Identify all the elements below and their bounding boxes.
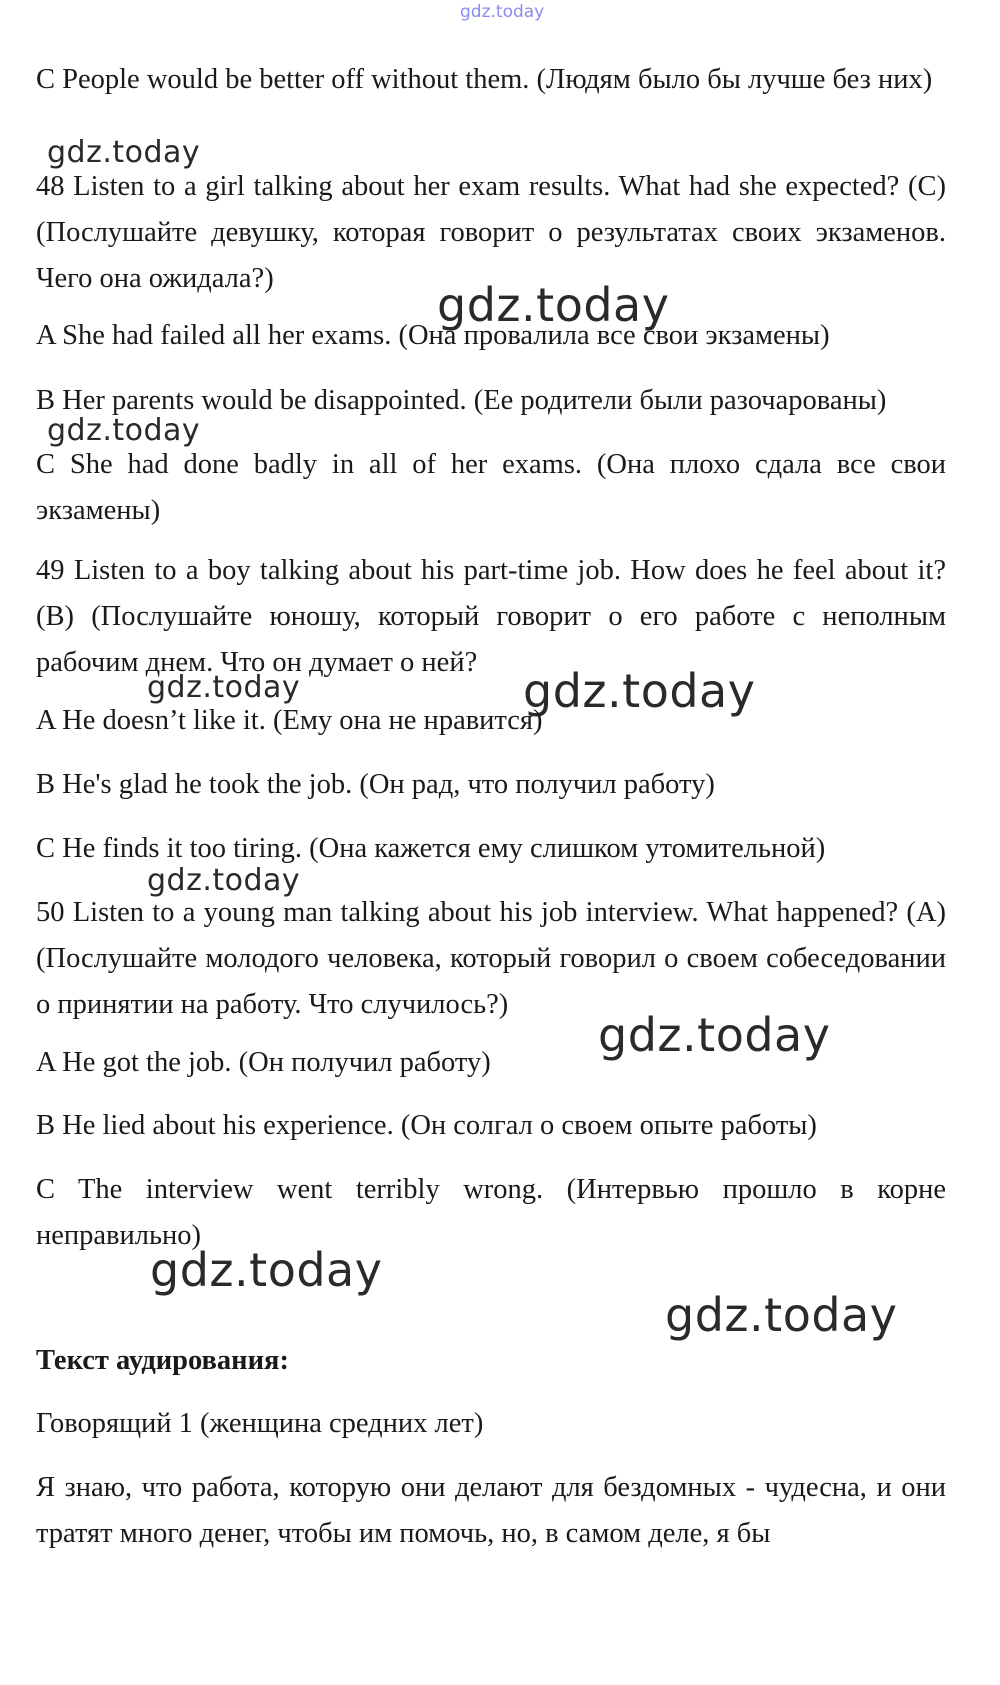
answer-option-48a: A She had failed all her exams. (Она провалила все свои экзамены): [36, 320, 830, 351]
watermark: gdz.today: [598, 1008, 831, 1062]
speaker-label: Говорящий 1 (женщина средних лет): [36, 1408, 484, 1439]
question-48: 48 Listen to a girl talking about her exam results. What had she expected? (C) (Послушайте девушку, которая говорит о результатах своих экзаменов. Чего она ожидала?): [36, 171, 946, 294]
question-50: 50 Listen to a young man talking about his job interview. What happened? (A) (Послушайте молодого человека, который говорил о своем собеседовании о принятии на работу. Что случилось?): [36, 897, 946, 1020]
answer-option-49c: C He finds it too tiring. (Она кажется ему слишком утомительной): [36, 833, 826, 864]
answer-option-48c: C She had done badly in all of her exams. (Она плохо сдала все свои экзамены): [36, 449, 946, 526]
watermark: gdz.today: [147, 670, 301, 705]
answer-option-49a: A He doesn’t like it. (Ему она не нравится): [36, 705, 543, 736]
question-49: 49 Listen to a boy talking about his part-time job. How does he feel about it? (B) (Послушайте юношу, который говорит о его работе с неполным рабочим днем. Что он думает о ней?: [36, 555, 946, 678]
answer-option-49b: B He's glad he took the job. (Он рад, что получил работу): [36, 769, 715, 800]
answer-option-47c: C People would be better off without them. (Людям было бы лучше без них): [36, 64, 933, 95]
answer-option-50c: C The interview went terribly wrong. (Интервью прошло в корне неправильно): [36, 1174, 946, 1251]
transcript-text: Я знаю, что работа, которую они делают для бездомных - чудесна, и они тратят много денег, чтобы им помочь, но, в самом деле, я бы: [36, 1472, 946, 1549]
watermark: gdz.today: [147, 863, 301, 898]
watermark: gdz.today: [47, 413, 201, 448]
watermark: gdz.today: [523, 664, 756, 718]
watermark: gdz.today: [150, 1243, 383, 1297]
watermark: gdz.today: [665, 1288, 898, 1342]
section-heading: Текст аудирования:: [36, 1345, 289, 1376]
watermark: gdz.today: [437, 278, 670, 332]
watermark: gdz.today: [47, 135, 201, 170]
answer-option-48b: B Her parents would be disappointed. (Ее родители были разочарованы): [36, 385, 887, 416]
answer-option-50a: A He got the job. (Он получил работу): [36, 1047, 491, 1078]
header-watermark: gdz.today: [460, 2, 545, 22]
answer-option-50b: B He lied about his experience. (Он солгал о своем опыте работы): [36, 1110, 817, 1141]
